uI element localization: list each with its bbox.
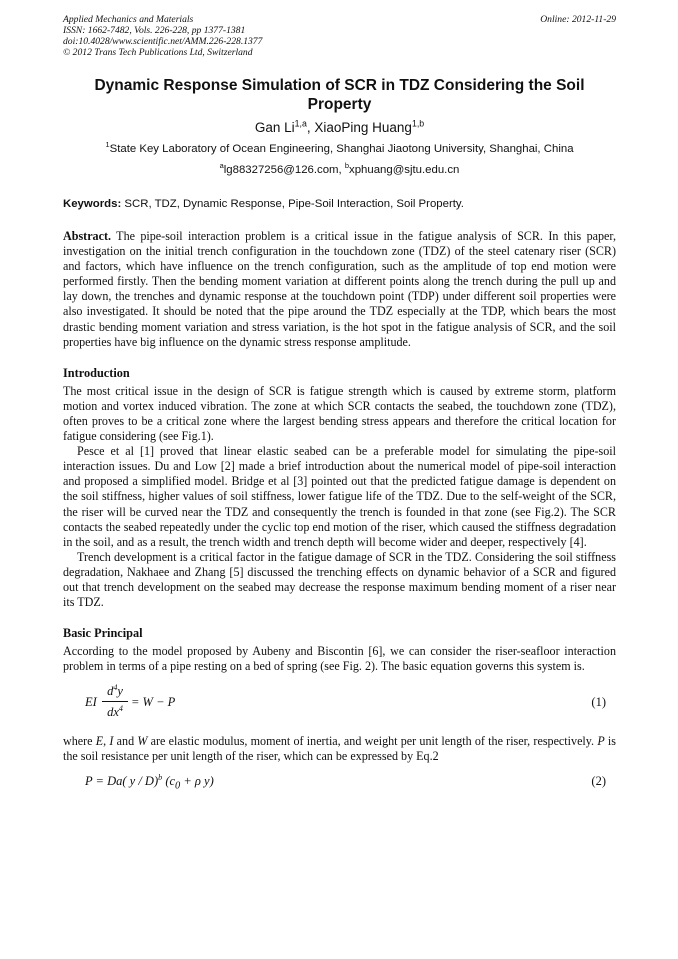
numerator-var: y [117, 684, 123, 699]
equation-number: (1) [591, 695, 606, 710]
text-fragment: are elastic modulus, moment of inertia, and weight per unit length of the riser, respectively. [147, 734, 598, 749]
equation-superscript: b [158, 772, 163, 782]
denominator-dx: dx [107, 705, 119, 720]
abstract [63, 229, 616, 350]
keywords-text: SCR, TDZ, Dynamic Response, Pipe-Soil Interaction, Soil Property. [121, 198, 464, 210]
fraction-denominator [102, 703, 128, 721]
body-paragraph: The most critical issue in the design of SCR is fatigue strength which is caused by extreme storm, platform motion and vortex induced vibration. The zone at which SCR contacts the seabed, the touchdown zone (TDZ), often proves to be a critical zone where the largest bending stress appears and therefore the critical location for fatigue considering (see Fig.1). [63, 383, 616, 444]
doi-line: doi:10.4028/www.scientific.net/AMM.226-228.1377 [63, 36, 263, 47]
journal-name: Applied Mechanics and Materials [63, 14, 194, 25]
journal-header [63, 14, 616, 58]
author-name: XiaoPing Huang [314, 120, 412, 135]
paper-title: Dynamic Response Simulation of SCR in TDZ Considering the Soil Property [94, 77, 585, 113]
online-date: Online: 2012-11-29 [540, 14, 616, 25]
keywords [63, 197, 616, 211]
fraction-bar [102, 701, 128, 702]
abstract-text: The pipe-soil interaction problem is a critical issue in the fatigue analysis of SCR. In this paper, investigation on the initial trench configuration in the touchdown zone (TDZ) of the steel catenary riser (SCR) and factors, which have influence on the trench configuration, such as the amplitude of top end motion were performed firstly. Then the bending moment variation at different points along the trench during the pull up and lay down, the trenches and dynamic response at the touchdown point (TDP) under different soil properties were also investigated. It should be noted that the pipe around the TDZ especially at the TDP, which bears the most drastic bending moment variation and stress variation, is the hot spot in the fatigue analysis of SCR, and the soil properties have big influence on the dynamic stress response amplitude. [63, 229, 616, 349]
equation-lhs: EI [85, 695, 97, 710]
numerator-d: d [107, 684, 114, 699]
equation-subscript: 0 [175, 780, 181, 792]
affiliation-text: State Key Laboratory of Ocean Engineering, Shanghai Jiaotong University, Shanghai, China [109, 143, 574, 155]
author-separator: , [306, 120, 315, 135]
section-heading-introduction: Introduction [63, 365, 130, 380]
text-fragment: and [113, 734, 138, 749]
text-fragment: where [63, 734, 96, 749]
affiliation-superscript: 1 [105, 140, 110, 150]
equation-fraction [102, 682, 128, 721]
denominator-exponent: 4 [118, 704, 123, 714]
symbol-E: E [95, 734, 104, 749]
section-heading-basic-principal: Basic Principal [63, 626, 143, 641]
equation-part: (c [162, 773, 176, 788]
body-paragraph: Trench development is a critical factor in the fatigue damage of SCR in the TDZ. Considering the soil stiffness degradation, Nakhaee and Zhang [5] discussed the trenching effects on dynamic behavior of a SCR and figured out that trench development on the seabed may decrease the response maximum bending moment of a riser near its TDZ. [63, 549, 616, 610]
equation-expression [85, 774, 214, 792]
equation-number: (2) [591, 773, 606, 788]
symbol-P: P [597, 734, 605, 749]
affiliation [63, 142, 616, 156]
author-line [63, 119, 616, 136]
abstract-label: Abstract. [63, 229, 112, 243]
email-superscript: b [344, 161, 350, 171]
body-paragraph [63, 734, 616, 764]
email-superscript: a [219, 161, 224, 171]
author-superscript: 1,a [294, 118, 307, 129]
body-paragraph: According to the model proposed by Aubeny and Biscontin [6], we can consider the riser-seafloor interaction problem in terms of a pipe resting on a bed of spring (see Fig. 2). The basic equation governs this system is. [63, 644, 616, 674]
symbol-I: I [109, 734, 114, 749]
copyright-line: © 2012 Trans Tech Publications Ltd, Switzerland [63, 47, 253, 58]
issn-line: ISSN: 1662-7482, Vols. 226-228, pp 1377-1381 [63, 25, 246, 36]
equation-part: P = Da( y / D) [85, 773, 159, 788]
author-name: Gan Li [254, 120, 295, 135]
equation-rhs: = W − P [131, 695, 176, 710]
fraction-numerator [102, 682, 128, 700]
email-line [63, 163, 616, 177]
symbol-W: W [137, 734, 148, 749]
equation-part: + ρ y) [180, 773, 214, 788]
email-address[interactable]: lg88327256@126.com [223, 164, 339, 176]
keywords-label: Keywords: [63, 198, 122, 210]
text-fragment: is the soil resistance per unit length of the riser, which can be expressed by Eq.2 [63, 734, 616, 764]
text-fragment: , [103, 734, 110, 749]
equation-2 [63, 771, 616, 793]
equation-1 [63, 682, 616, 724]
email-address[interactable]: xphuang@sjtu.edu.cn [349, 164, 460, 176]
paper-page [63, 14, 616, 803]
author-superscript: 1,b [411, 118, 425, 129]
email-separator: , [338, 164, 345, 176]
body-paragraph: Pesce et al [1] proved that linear elastic seabed can be a preferable model for simulating the pipe-soil interaction issues. Du and Low [2] made a brief introduction about the numerical model of pipe-soil interaction and proposed a simplified model. Bridge et al [3] pointed out that the predicted fatigue damage is dependent on the soil stiffness, higher values of soil stiffness, lower fatigue life of the TDZ. Due to the self-weight of the SCR, the riser will be curved near the TDZ and consequently the trench is founded in that zone (see Fig.2). The SCR contacts the seabed repeatedly under the cyclic top end motion of the riser, which caused the stiffness degradation in the soil, and as a result, the trench width and trench depth will become wider and deeper, respectively [4]. [63, 444, 616, 549]
numerator-exponent: 4 [113, 683, 118, 693]
